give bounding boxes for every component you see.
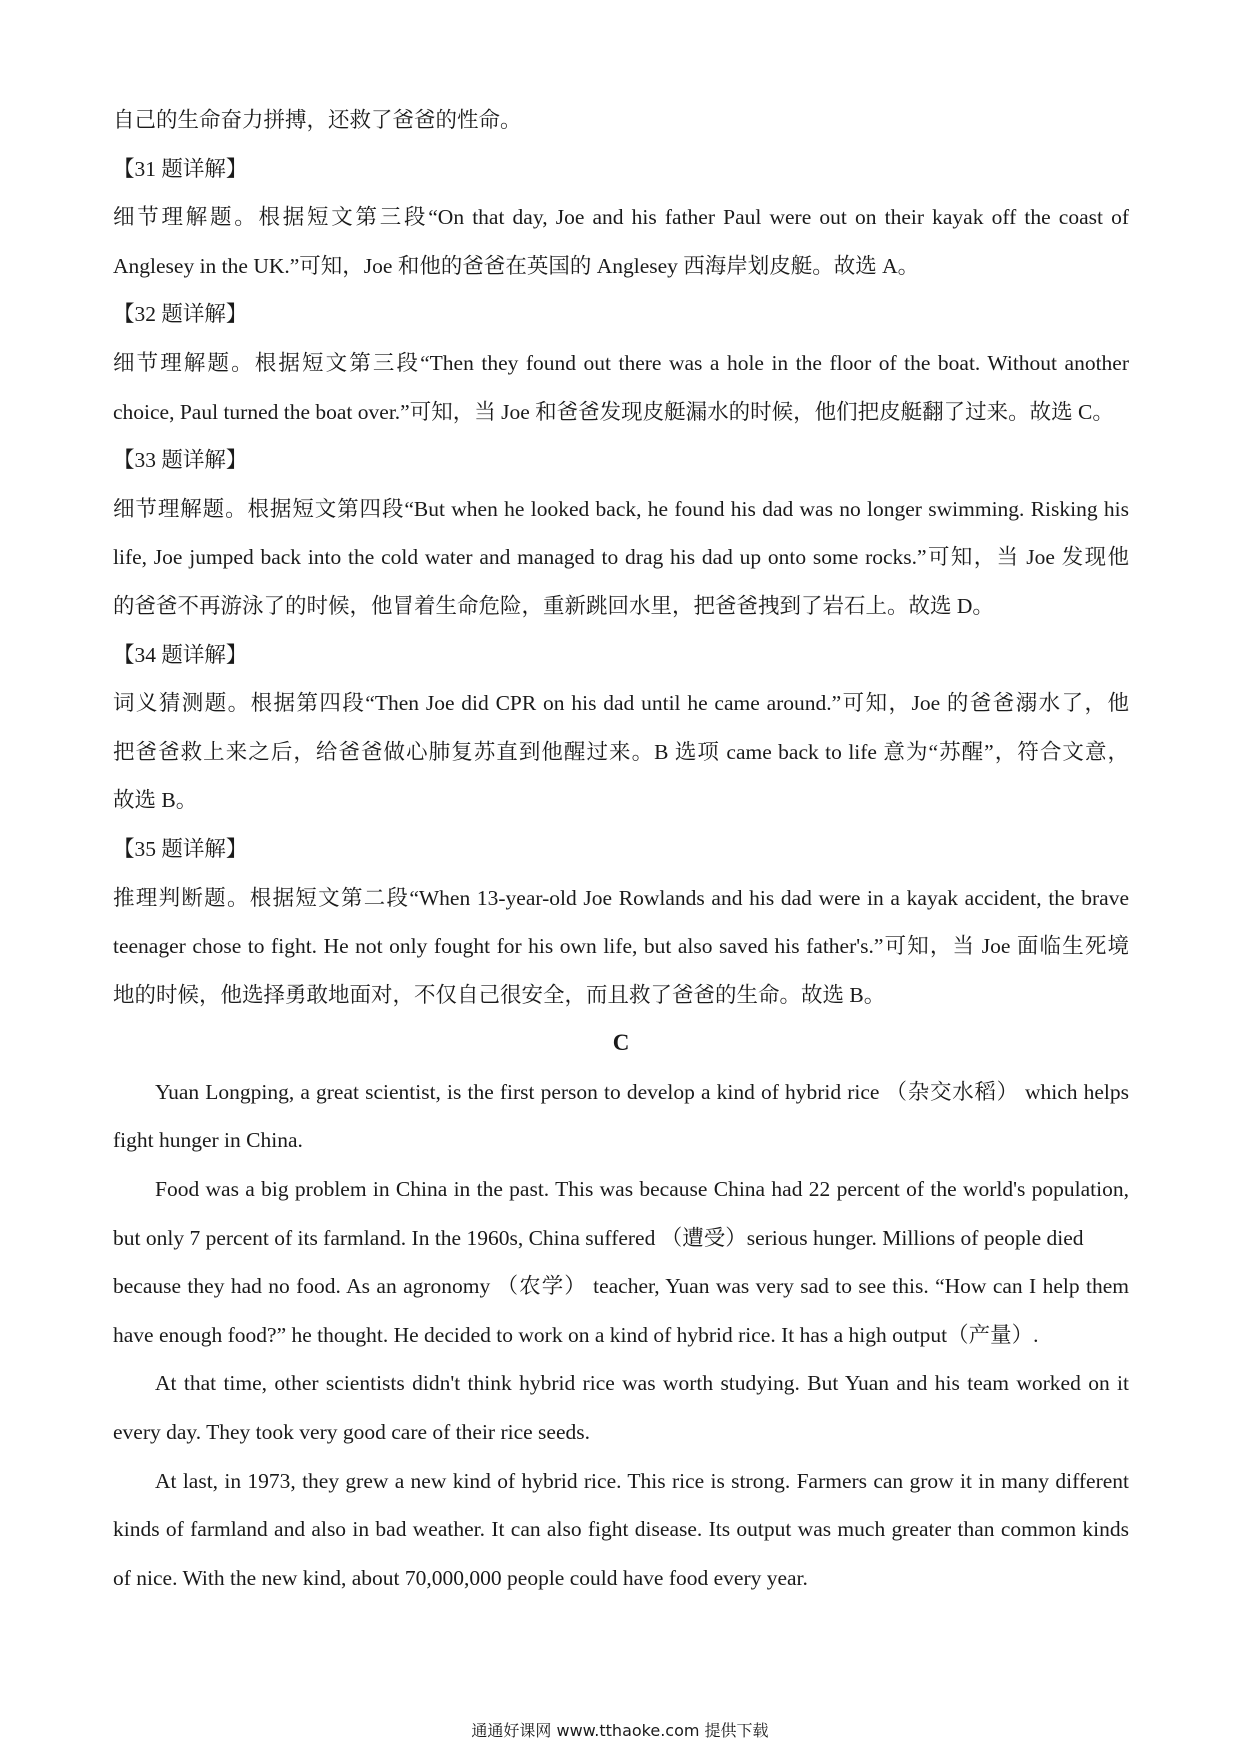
text-line: At that time, other scientists didn't think hybrid rice was worth studying. But Yuan and his team worked on it <box>155 1371 1129 1396</box>
passage-paragraph-4 <box>113 1457 1129 1603</box>
text-line: 细节理解题。根据短文第三段“On that day, Joe and his father Paul were out on their kayak off the coast of <box>113 205 1129 230</box>
text-line: have enough food?” he thought. He decided to work on a kind of hybrid rice. It has a high output（产量）. <box>113 1322 1039 1347</box>
text-line: life, Joe jumped back into the cold water and managed to drag his dad up onto some rocks.”可知，当 Joe 发现他 <box>113 545 1129 570</box>
passage-paragraph-2 <box>113 1165 1129 1359</box>
question-34-explanation <box>113 679 1129 825</box>
text-line: teenager chose to fight. He not only fought for his own life, but also saved his father's.”可知，当 Joe 面临生死境 <box>113 934 1129 959</box>
question-32-heading: 【32 题详解】 <box>113 302 248 327</box>
text-line: At last, in 1973, they grew a new kind of hybrid rice. This rice is strong. Farmers can grow it in many different <box>155 1468 1129 1493</box>
text-line: 细节理解题。根据短文第三段“Then they found out there was a hole in the floor of the boat. Without another <box>113 350 1129 375</box>
text-line: Yuan Longping, a great scientist, is the first person to develop a kind of hybrid rice （杂交水稻） which helps <box>155 1079 1129 1104</box>
question-33-explanation <box>113 485 1129 631</box>
text-line: fight hunger in China. <box>113 1128 303 1153</box>
passage-paragraph-3 <box>113 1359 1129 1456</box>
text-line: Anglesey in the UK.”可知，Joe 和他的爸爸在英国的 Anglesey 西海岸划皮艇。故选 A。 <box>113 253 920 278</box>
passage-paragraph-1 <box>113 1068 1129 1165</box>
document-page <box>113 96 1129 1602</box>
text-line: choice, Paul turned the boat over.”可知，当 Joe 和爸爸发现皮艇漏水的时候，他们把皮艇翻了过来。故选 C。 <box>113 399 1114 424</box>
explanation-continuation <box>113 96 1129 145</box>
text-line: 地的时候，他选择勇敢地面对，不仅自己很安全，而且救了爸爸的生命。故选 B。 <box>113 982 886 1007</box>
question-35-explanation <box>113 874 1129 1020</box>
page-footer: 通通好课网 www.tthaoke.com 提供下载 <box>471 1721 769 1740</box>
text-line: every day. They took very good care of their rice seeds. <box>113 1420 590 1445</box>
question-34-heading: 【34 题详解】 <box>113 642 248 667</box>
text-line: kinds of farmland and also in bad weather. It can also fight disease. Its output was much greater than common kinds <box>113 1517 1129 1542</box>
text-line: 把爸爸救上来之后，给爸爸做心肺复苏直到他醒过来。B 选项 came back to life 意为“苏醒”，符合文意， <box>113 739 1129 764</box>
section-c-heading: C <box>612 1030 630 1056</box>
question-32-explanation <box>113 339 1129 436</box>
text-line: 故选 B。 <box>113 788 198 813</box>
text-line: 细节理解题。根据短文第四段“But when he looked back, he found his dad was no longer swimming. Risking his <box>113 496 1129 521</box>
text-line: of nice. With the new kind, about 70,000,000 people could have food every year. <box>113 1565 808 1590</box>
question-31-heading: 【31 题详解】 <box>113 156 248 181</box>
question-35-heading: 【35 题详解】 <box>113 836 248 861</box>
text-line: 词义猜测题。根据第四段“Then Joe did CPR on his dad until he came around.”可知，Joe 的爸爸溺水了，他 <box>113 691 1129 716</box>
question-31-explanation <box>113 193 1129 290</box>
text-line: 的爸爸不再游泳了的时候，他冒着生命危险，重新跳回水里，把爸爸拽到了岩石上。故选 D。 <box>113 593 994 618</box>
text-line: 自己的生命奋力拼搏，还救了爸爸的性命。 <box>113 108 522 132</box>
text-line: Food was a big problem in China in the past. This was because China had 22 percent of the world's population, <box>155 1177 1129 1202</box>
text-line: but only 7 percent of its farmland. In the 1960s, China suffered （遭受）serious hunger. Millions of people died <box>113 1225 1084 1250</box>
text-line: because they had no food. As an agronomy （农学） teacher, Yuan was very sad to see this. “How can I help them <box>113 1274 1129 1299</box>
question-33-heading: 【33 题详解】 <box>113 448 248 473</box>
text-line: 推理判断题。根据短文第二段“When 13-year-old Joe Rowlands and his dad were in a kayak accident, the brave <box>113 885 1129 910</box>
